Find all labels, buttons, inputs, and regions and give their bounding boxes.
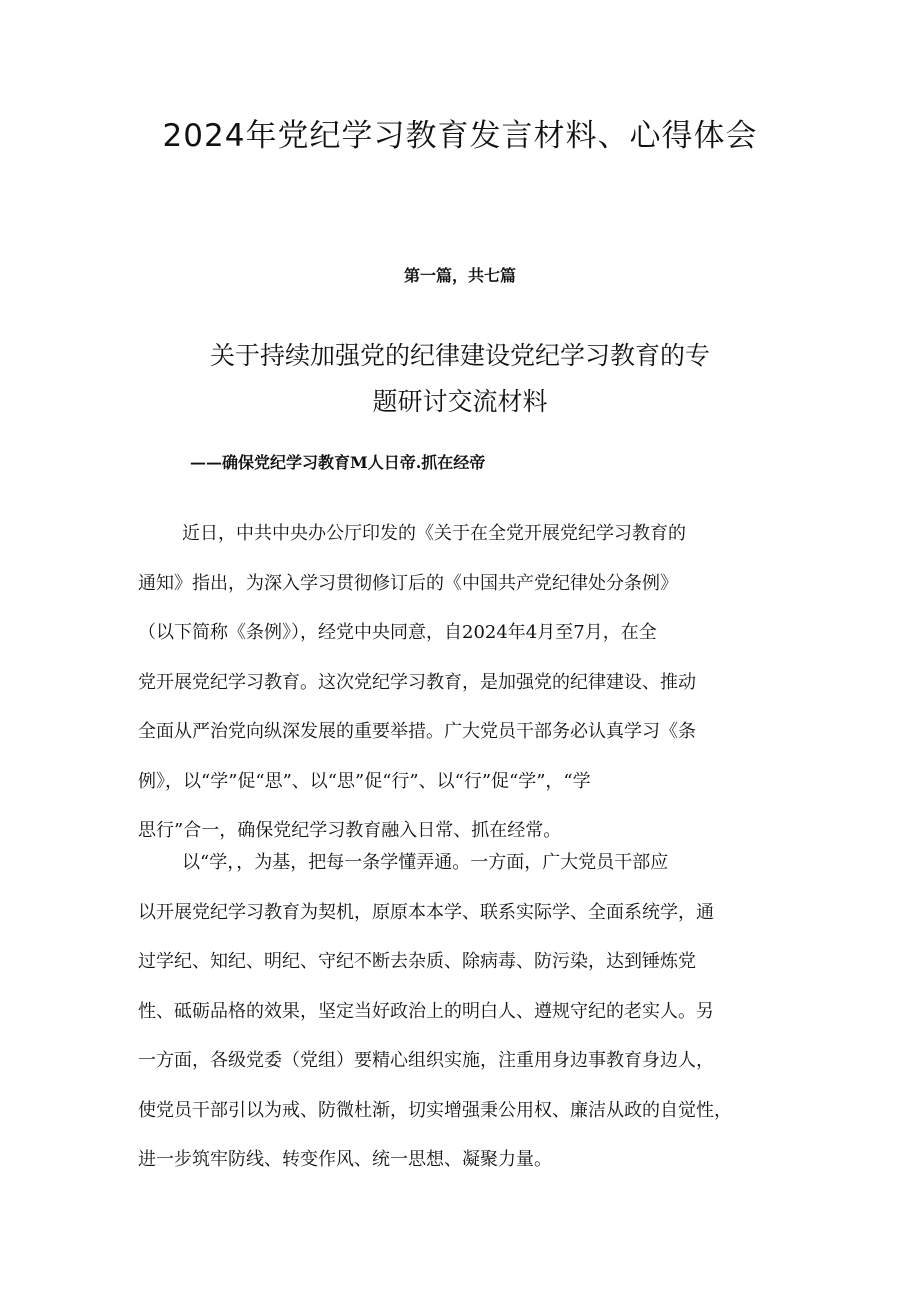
paragraph-line: 通知》指出，为深入学习贯彻修订后的《中国共产党纪律处分条例》: [138, 572, 678, 594]
paragraph-line: 近日，中共中央办公厅印发的《关于在全党开展党纪学习教育的: [182, 523, 686, 544]
paragraph-line: （以下简称《条例》），经党中央同意，自2024年4月至7月，在全: [138, 622, 657, 643]
article-subtitle: ——确保党纪学习教育M人日帝.抓在经帝: [190, 453, 486, 472]
paragraph-line: 党开展党纪学习教育。这次党纪学习教育，是加强党的纪律建设、推动: [138, 671, 696, 693]
document-title: 2024年党纪学习教育发言材料、心得体会: [162, 118, 758, 154]
part-label: 第一篇，共七篇: [403, 266, 516, 285]
paragraph-line: 思行”合一，确保党纪学习教育融入日常、抓在经常。: [138, 820, 562, 841]
paragraph-line: 以开展党纪学习教育为契机，原原本本学、联系实际学、全面系统学，通: [138, 901, 714, 923]
paragraph-line: 全面从严治党向纵深发展的重要举措。广大党员干部务必认真学习《条: [138, 721, 696, 742]
article-title-line: 关于持续加强党的纪律建设党纪学习教育的专: [209, 341, 710, 370]
paragraph-line: 使党员干部引以为戒、防微杜渐，切实增强秉公用权、廉洁从政的自觉性，: [138, 1099, 732, 1121]
paragraph-line: 以“学，，为基，把每一条学懂弄通。一方面，广大党员干部应: [182, 852, 669, 873]
body-paragraph: [138, 509, 788, 856]
body-paragraph: [138, 838, 788, 1185]
paragraph-line: 性、砥砺品格的效果，坚定当好政治上的明白人、遵规守纪的老实人。另: [138, 1000, 714, 1022]
paragraph-line: 进一步筑牢防线、转变作风、统一思想、凝聚力量。: [138, 1149, 552, 1170]
article-title: [180, 333, 740, 425]
paragraph-line: 例》，以“学”促“思”、以“思”促“行”、以“行”促“学”，“学: [138, 770, 591, 792]
paragraph-line: 一方面，各级党委（党组）要精心组织实施，注重用身边事教育身边人，: [138, 1050, 714, 1071]
paragraph-line: 过学纪、知纪、明纪、守纪不断去杂质、除病毒、防污染，达到锤炼党: [138, 951, 696, 972]
article-title-line: 题研讨交流材料: [372, 387, 548, 416]
